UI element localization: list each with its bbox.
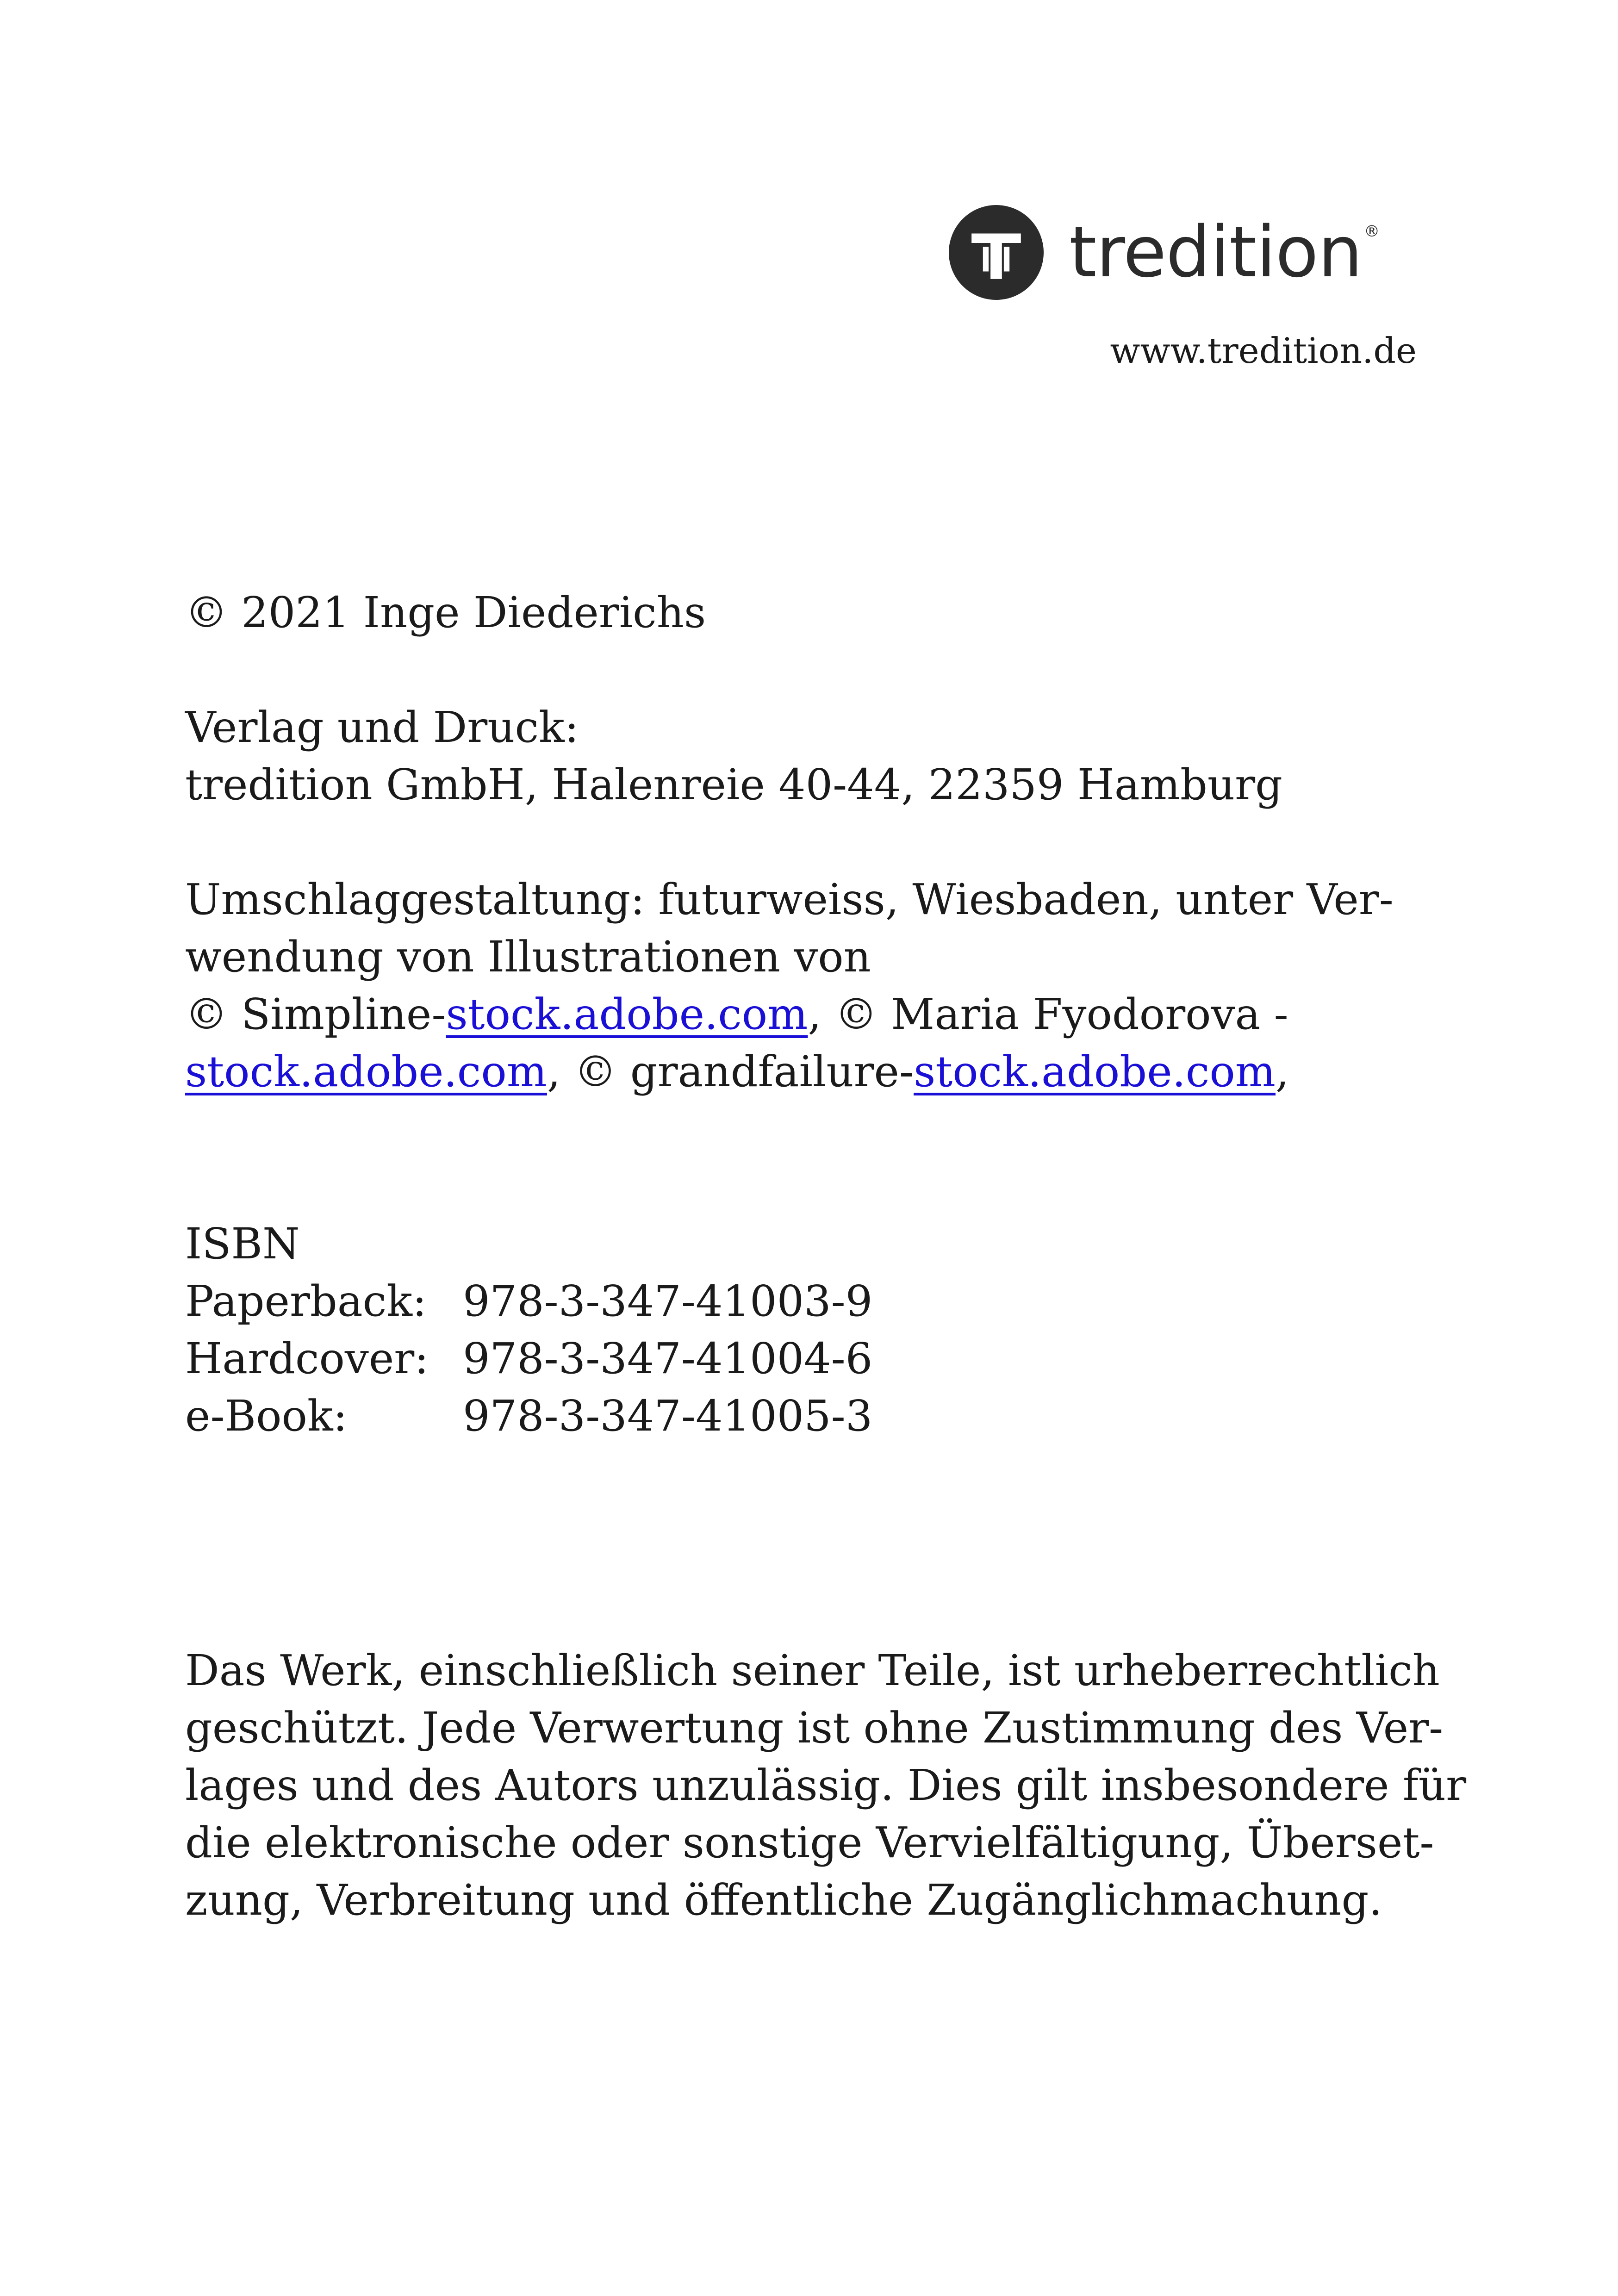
isbn-row-hardcover xyxy=(185,1330,1416,1388)
stock-adobe-link-2[interactable]: stock.adobe.com xyxy=(185,1047,547,1096)
credit-simpline: © Simpline- xyxy=(185,989,446,1039)
legal-line-2: geschützt. Jede Verwertung ist ohne Zustimmung des Ver- xyxy=(185,1703,1444,1753)
isbn-section xyxy=(185,1215,1416,1445)
cover-credits-line-1: Umschlaggestaltung: futurweiss, Wiesbaden, unter Ver- xyxy=(185,875,1394,924)
copyright-line: © 2021 Inge Diederichs xyxy=(185,588,706,637)
imprint-address: tredition GmbH, Halenreie 40-44, 22359 Hamburg xyxy=(185,760,1283,809)
stock-adobe-link-1[interactable]: stock.adobe.com xyxy=(446,989,808,1039)
credit-fyodorova: , © Maria Fyodorova - xyxy=(808,989,1288,1039)
imprint-heading: Verlag und Druck: xyxy=(185,703,579,752)
stock-adobe-link-3[interactable]: stock.adobe.com xyxy=(914,1047,1276,1096)
publisher-logo xyxy=(949,204,1416,301)
isbn-label: Hardcover: xyxy=(185,1334,429,1383)
publisher-website: www.tredition.de xyxy=(1110,330,1417,371)
legal-line-5: zung, Verbreitung und öffentliche Zugänglichmachung. xyxy=(185,1875,1382,1925)
legal-line-1: Das Werk, einschließlich seiner Teile, ist urheberrechtlich xyxy=(185,1646,1440,1695)
legal-line-3: lages und des Autors unzulässig. Dies gilt insbesondere für xyxy=(185,1761,1467,1810)
registered-mark: ® xyxy=(1364,222,1380,241)
tredition-logo-icon xyxy=(949,205,1044,300)
isbn-label: Paperback: xyxy=(185,1276,427,1326)
cover-credits-section xyxy=(185,871,1416,1101)
credit-grandfailure: , © grandfailure- xyxy=(547,1047,914,1096)
isbn-value: 978-3-347-41005-3 xyxy=(463,1391,873,1441)
legal-line-4: die elektronische oder sonstige Vervielfältigung, Überset- xyxy=(185,1818,1434,1867)
cover-credits-line-4 xyxy=(185,1043,1416,1101)
isbn-value: 978-3-347-41003-9 xyxy=(463,1276,873,1326)
credit-trailing-comma: , xyxy=(1276,1047,1289,1096)
cover-credits-line-3 xyxy=(185,986,1416,1043)
publisher-logo-text: tredition xyxy=(1069,211,1363,293)
legal-notice xyxy=(185,1642,1467,1929)
cover-credits-line-2: wendung von Illustrationen von xyxy=(185,932,871,982)
isbn-label: e-Book: xyxy=(185,1391,348,1441)
isbn-value: 978-3-347-41004-6 xyxy=(463,1334,873,1383)
isbn-row-paperback xyxy=(185,1273,1416,1330)
imprint-section xyxy=(185,699,1416,814)
isbn-row-ebook xyxy=(185,1388,1416,1445)
copyright-section xyxy=(185,584,1416,641)
isbn-heading: ISBN xyxy=(185,1219,300,1269)
